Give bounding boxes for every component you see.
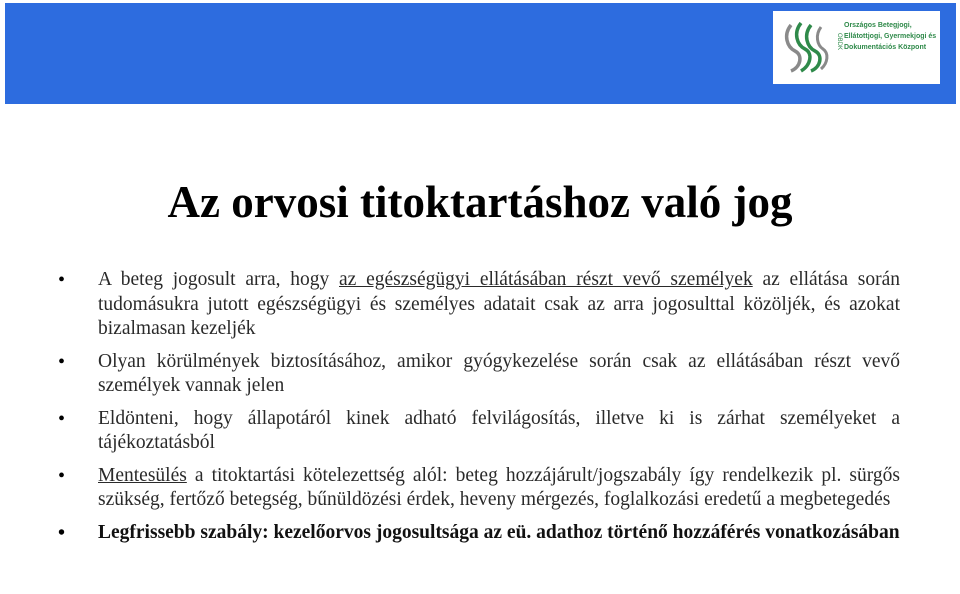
bullet-dot: • bbox=[58, 464, 66, 487]
bullet-list bbox=[58, 268, 900, 545]
bullet-item bbox=[58, 521, 900, 546]
bullet-dot: • bbox=[58, 269, 66, 291]
bullet-text: a titoktartási kötelezettség alól: beteg hozzájárult/jogszabály így rendelkezik pl. sürgős szükség, fertőző betegség, bűnüldözési érdek, heveny mérgezés, foglalkozási eredetű a megbetegedés bbox=[98, 464, 900, 510]
bullet-item bbox=[58, 464, 900, 513]
slide-title: Az orvosi titoktartáshoz való jog bbox=[167, 177, 793, 227]
bullet-text: Eldönteni, hogy állapotáról kinek adható felvilágosítás, illetve ki is zárhat személyeket a tájékoztatásból bbox=[98, 407, 900, 453]
logo-line: Ellátottjogi, Gyermekjogi és bbox=[844, 33, 937, 40]
logo-text bbox=[844, 20, 936, 53]
bullet-underlined-text: Mentesülés bbox=[98, 464, 187, 486]
bullet-dot: • bbox=[58, 407, 66, 430]
bullet-dot: • bbox=[58, 350, 66, 373]
bullet-item bbox=[58, 407, 900, 456]
obdk-logo bbox=[773, 11, 940, 84]
bullet-item bbox=[58, 268, 900, 342]
logo-vertical-text: OBDK bbox=[836, 33, 842, 51]
bullet-dot: • bbox=[58, 521, 66, 544]
logo-line: Országos Betegjogi, bbox=[844, 22, 912, 29]
bullet-underlined-text: az egészségügyi ellátásában részt vevő személyek bbox=[339, 269, 753, 290]
bullet-item bbox=[58, 350, 900, 399]
logo-line: Dokumentációs Központ bbox=[844, 44, 927, 51]
obdk-logo-icon bbox=[781, 17, 843, 77]
bullet-text: A beteg jogosult arra, hogy bbox=[98, 269, 340, 290]
bullet-text: Legfrissebb szabály: kezelőorvos jogosultsága az eü. adathoz történő hozzáférés vonatkozásában bbox=[98, 521, 900, 543]
bullet-text: az ellátása során tudomásukra jutott egészségügyi és személyes adatait csak az arra jogosulttal közöljék, és azokat bizalmasan kezeljék bbox=[98, 269, 900, 339]
bullet-text: Olyan körülmények biztosításához, amikor gyógykezelése során csak az ellátásában részt vevő személyek vannak jelen bbox=[98, 350, 900, 396]
